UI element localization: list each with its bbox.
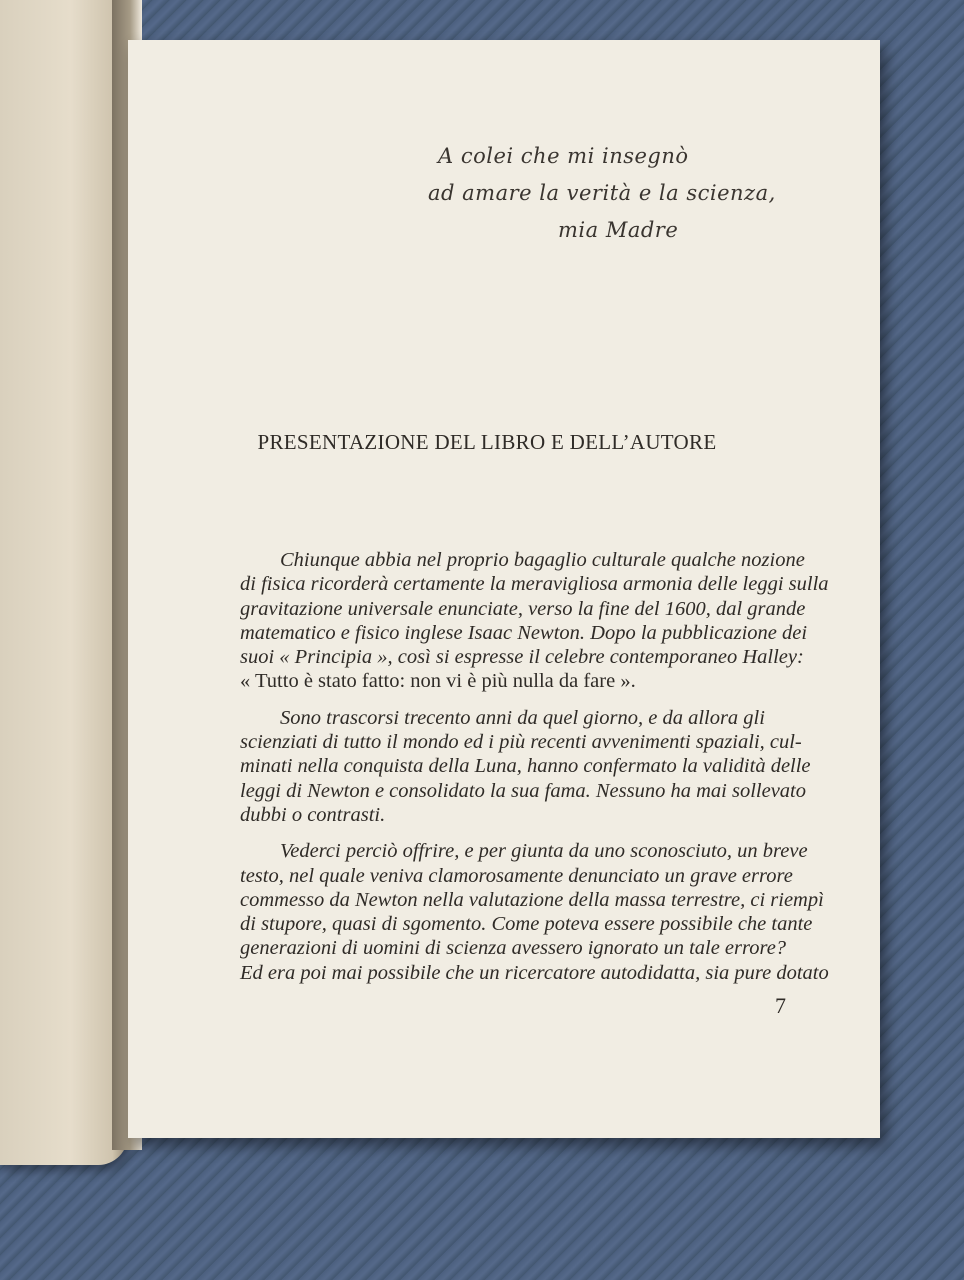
text-line: di stupore, quasi di sgomento. Come poteva essere possibile che tante <box>240 913 813 936</box>
text-line: Vederci perciò offrire, e per giunta da uno sconosciuto, un breve <box>280 840 808 863</box>
text-line: suoi « Principia », così si espresse il celebre contemporaneo Halley: <box>240 646 804 669</box>
text-line: Chiunque abbia nel proprio bagaglio culturale qualche nozione <box>280 549 805 571</box>
text-line: testo, nel quale veniva clamorosamente denunciato un grave errore <box>240 864 793 887</box>
body-text <box>240 548 829 997</box>
text-line: Sono trascorsi trecento anni da quel giorno, e da allora gli <box>280 706 765 729</box>
dedication <box>428 138 868 249</box>
text-line: matematico e fisico inglese Isaac Newton. Dopo la pubblicazione dei <box>240 621 808 644</box>
text-line: commesso da Newton nella valutazione della massa terrestre, ci riempì <box>240 888 824 911</box>
dedication-line: A colei che mi insegnò <box>438 144 689 168</box>
text-line: minati nella conquista della Luna, hanno confermato la validità delle <box>240 755 811 778</box>
text-line: Ed era poi mai possibile che un ricercatore autodidatta, sia pure dotato <box>240 961 829 984</box>
text-line: generazioni di uomini di scienza avessero ignorato un tale errore? <box>240 937 787 960</box>
page-title: PRESENTAZIONE DEL LIBRO E DELL’AUTORE <box>257 430 717 454</box>
text-line: gravitazione universale enunciate, verso la fine del 1600, dal grande <box>240 597 806 620</box>
paragraph <box>240 706 811 827</box>
page-number: 7 <box>775 993 786 1018</box>
text-line: dubbi o contrasti. <box>240 803 386 826</box>
dedication-line: mia Madre <box>558 218 679 242</box>
left-page <box>0 0 128 1165</box>
text-line: leggi di Newton e consolidato la sua fama. Nessuno ha mai sollevato <box>240 779 807 802</box>
text-line: scienziati di tutto il mondo ed i più recenti avvenimenti spaziali, cul- <box>240 731 802 754</box>
text-line: di fisica ricorderà certamente la meravigliosa armonia delle leggi sulla <box>240 573 829 596</box>
book-page <box>128 40 880 1138</box>
paragraph <box>240 839 829 985</box>
text-line: « Tutto è stato fatto: non vi è più nulla da fare ». <box>240 670 636 693</box>
paragraph <box>240 548 829 694</box>
dedication-line: ad amare la verità e la scienza, <box>428 181 776 205</box>
